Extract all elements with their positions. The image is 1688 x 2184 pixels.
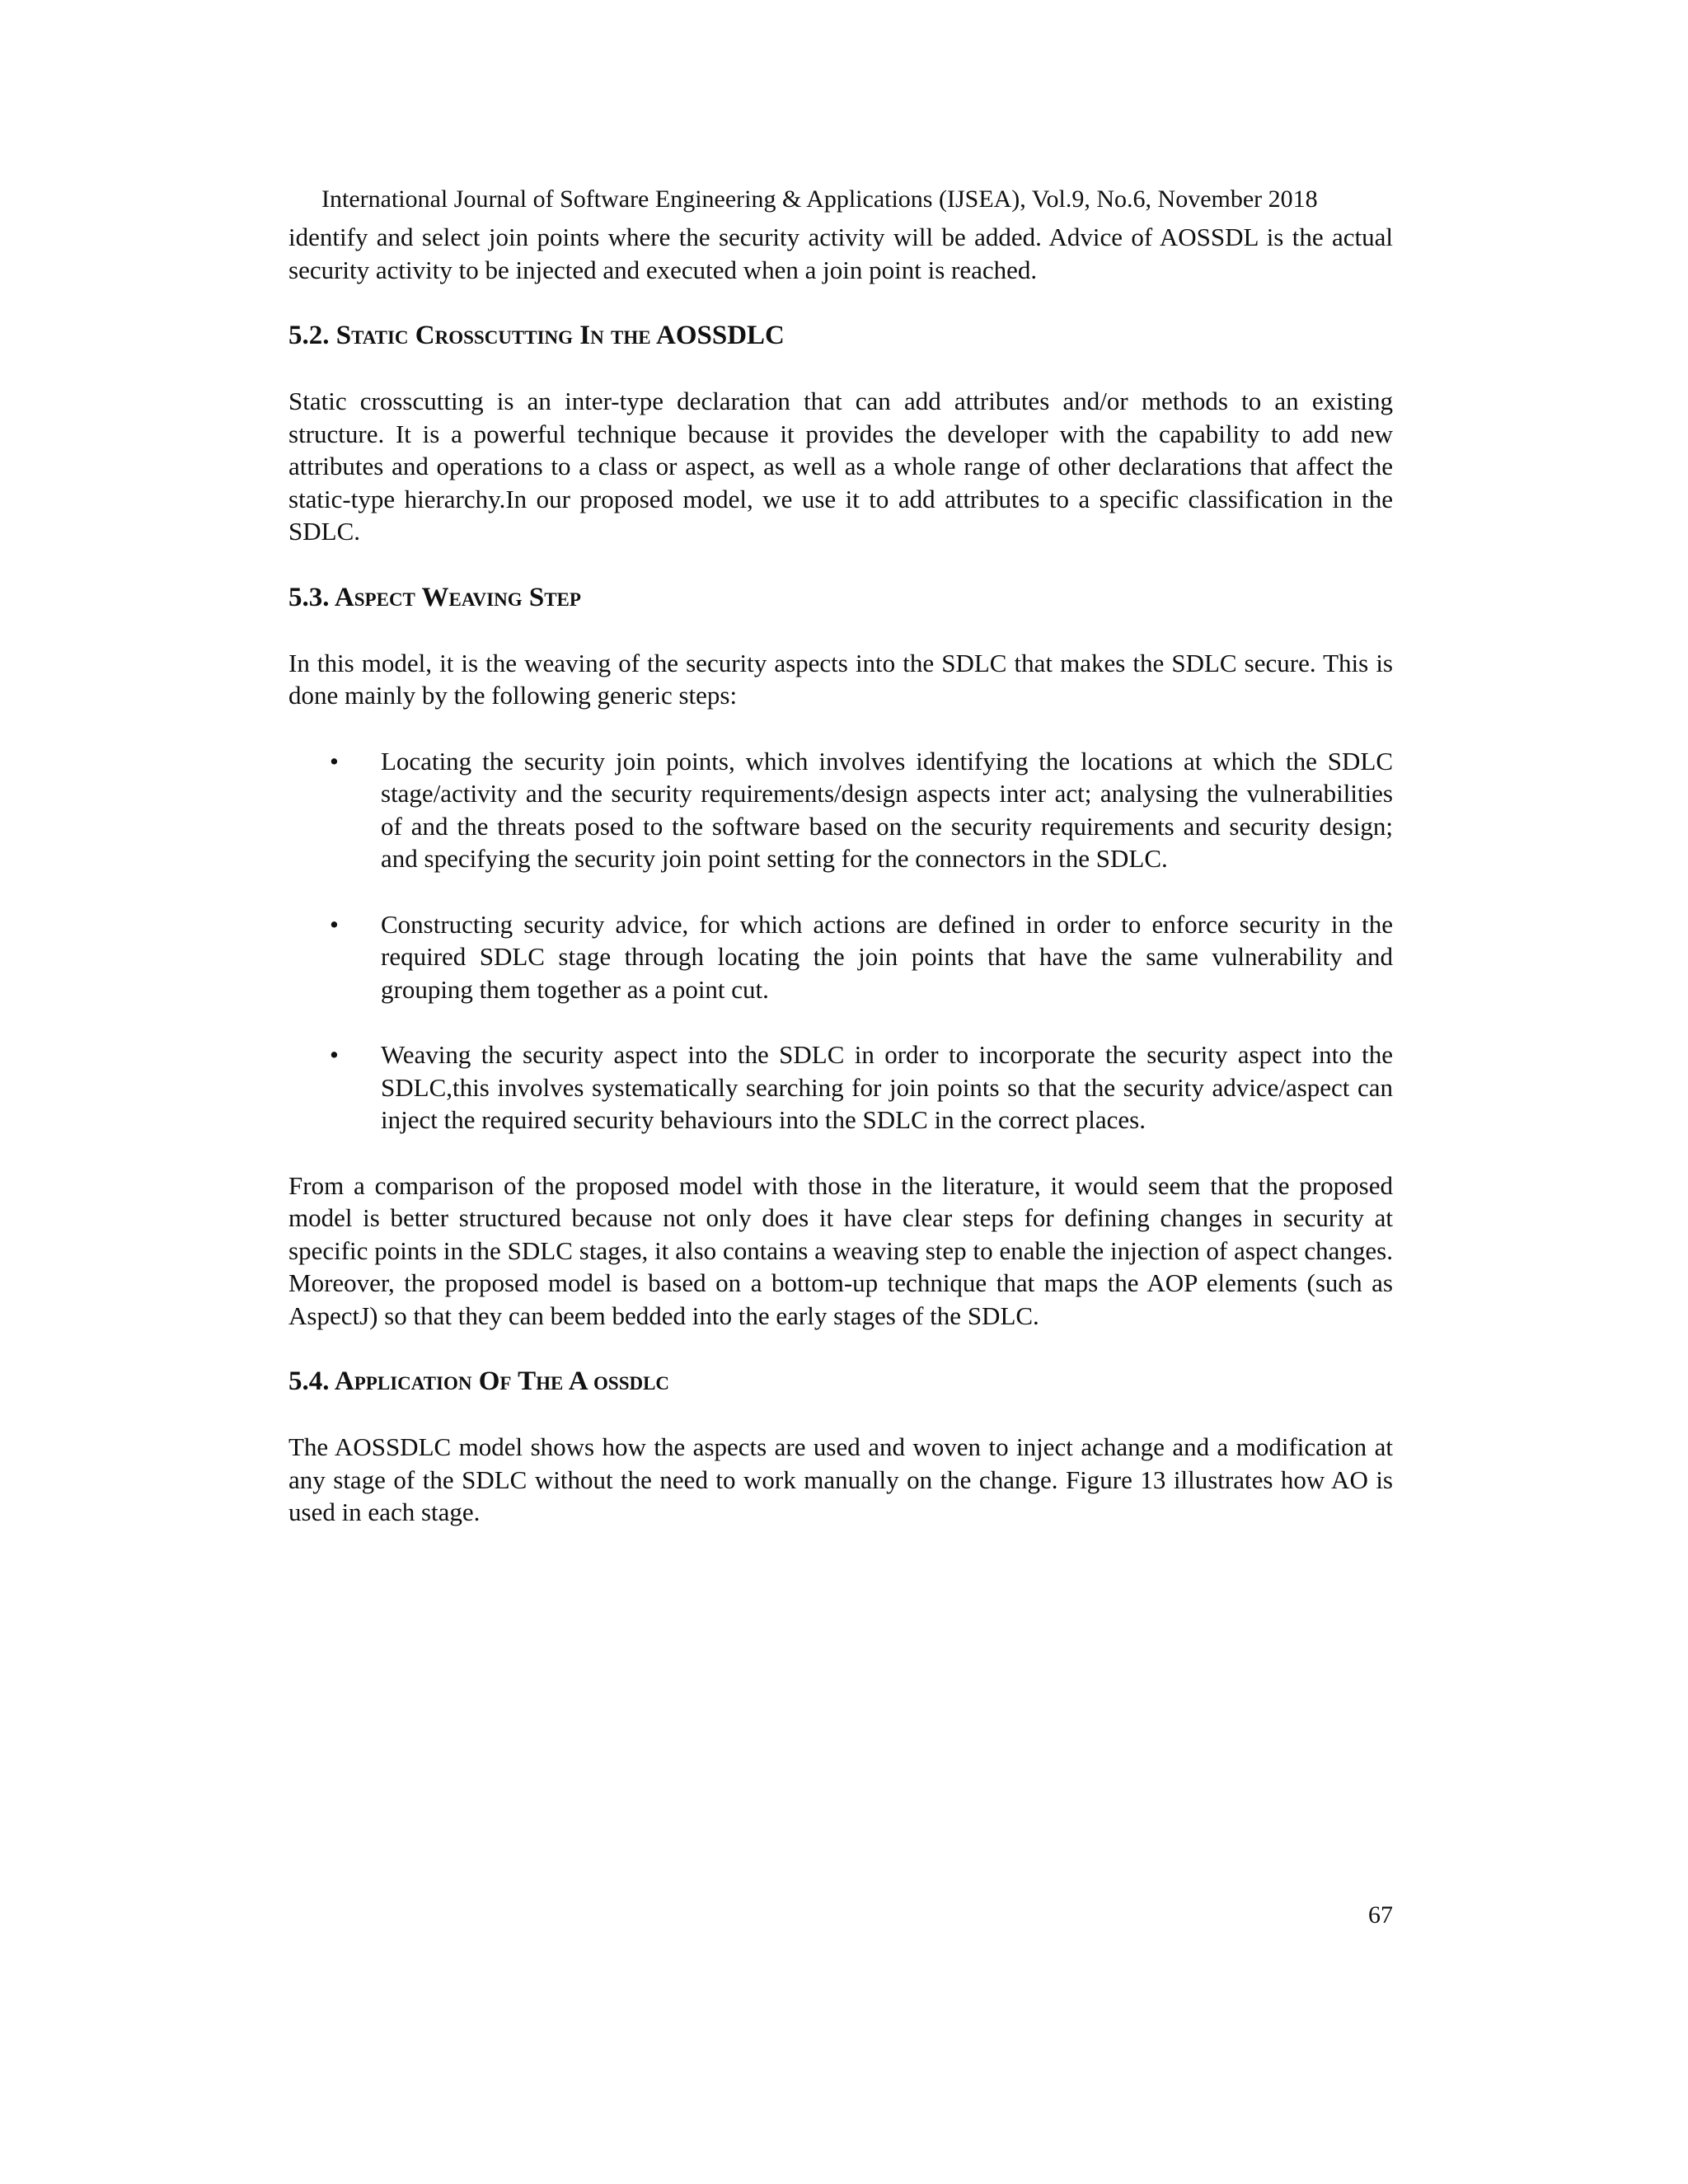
section-5-3-closing-paragraph: From a comparison of the proposed model with those in the literature, it would seem that the proposed model is better structured because not only does it have clear steps for defining changes in security at specific points in the SDLC stages, it also contains a weaving step to enable the injection of aspect changes. Moreover, the proposed model is based on a bottom-up technique that maps the AOP elements (such as AspectJ) so that they can beem bedded into the early stages of the SDLC. xyxy=(288,1170,1393,1330)
list-item xyxy=(288,908,1393,1006)
list-item-text: Weaving the security aspect into the SDLC in order to incorporate the security aspect into the SDLC,this involves systematically searching for join points so that the security advice/aspect can inject the required security behaviours into the SDLC in the correct places. xyxy=(381,1040,1393,1134)
list-item-text: Locating the security join points, which involves identifying the locations at which the SDLC stage/activity and the security requirements/design aspects inter act; analysing the vulnerabilities of and the threats posed to the software based on the security requirements and security design; and specifying the security join point setting for the connectors in the SDLC. xyxy=(381,746,1393,873)
section-5-4-paragraph: The AOSSDLC model shows how the aspects are used and woven to inject achange and a modification at any stage of the SDLC without the need to work manually on the change. Figure 13 illustrates how AO is used in each stage. xyxy=(288,1432,1393,1526)
section-5-2 xyxy=(288,319,1393,548)
section-5-3 xyxy=(288,581,1393,1333)
weaving-steps-list xyxy=(288,745,1393,1137)
section-heading-5-3: 5.3. Aspect Weaving Step xyxy=(288,582,581,612)
section-heading-5-2: 5.2. Static Crosscutting In the AOSSDLC xyxy=(288,321,785,350)
running-header: International Journal of Software Engineering & Applications (IJSEA), Vol.9, No.6, November 2018 xyxy=(321,185,1318,213)
list-item-text: Constructing security advice, for which actions are defined in order to enforce security in the required SDLC stage through locating the join points that have the same vulnerability and grouping them together as a point cut. xyxy=(381,909,1393,1004)
section-heading-5-4: 5.4. Application Of The A ossdlc xyxy=(288,1366,670,1396)
bullet-icon: • xyxy=(330,746,339,776)
bullet-icon: • xyxy=(330,909,339,939)
list-item xyxy=(288,1038,1393,1137)
bullet-icon: • xyxy=(330,1040,339,1069)
intro-paragraph: identify and select join points where the security activity will be added. Advice of AOSSDL is the actual security activity to be injected and executed when a join point is reached. xyxy=(288,223,1393,284)
document-body xyxy=(288,221,1393,1529)
page-number: 67 xyxy=(1368,1901,1393,1929)
section-5-2-paragraph: Static crosscutting is an inter-type declaration that can add attributes and/or methods to an existing structure. It is a powerful technique because it provides the developer with the capability to add new attributes and operations to a class or aspect, as well as a whole range of other declarations that affect the static-type hierarchy.In our proposed model, we use it to add attributes to a specific classification in the SDLC. xyxy=(288,387,1393,546)
list-item xyxy=(288,745,1393,875)
section-5-4 xyxy=(288,1365,1393,1529)
section-5-3-paragraph: In this model, it is the weaving of the security aspects into the SDLC that makes the SDLC secure. This is done mainly by the following generic steps: xyxy=(288,648,1393,710)
